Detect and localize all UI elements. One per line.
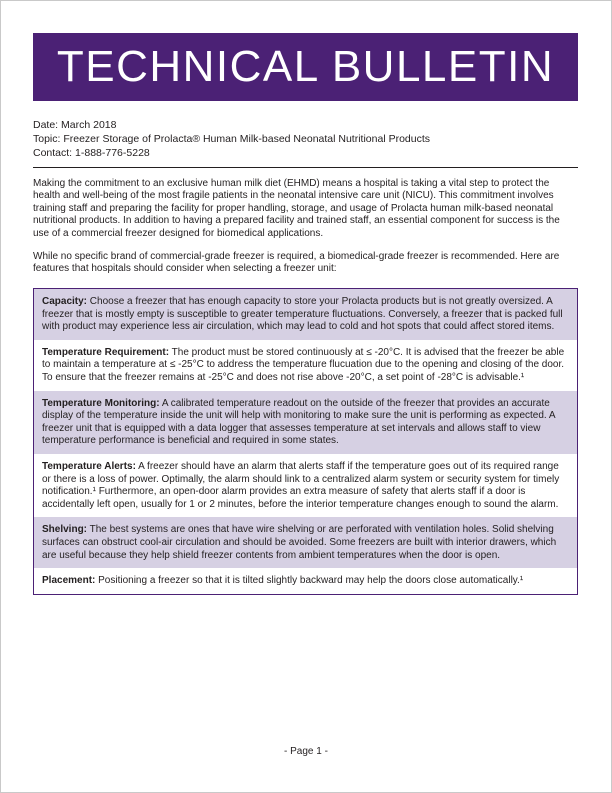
meta-contact: Contact: 1-888-776-5228 (33, 147, 150, 159)
feature-shelving (34, 517, 577, 568)
bulletin-meta (33, 118, 578, 160)
divider-line (33, 167, 578, 168)
page-number: - Page 1 - (284, 746, 328, 757)
feature-title: Temperature Monitoring: (42, 397, 160, 409)
feature-title: Placement: (42, 575, 96, 587)
feature-placement (34, 568, 577, 594)
feature-temperature-monitoring (34, 391, 577, 454)
feature-text: The product must be stored continuously at ≤ -20°C. It is advised that the freezer be able to maintain a temperature at ≤ -25°C to address the temperature flucuation due to the opening and closing of the door. To ensure that the freezer remains at -25°C and does not rise above -20°C, a set point of -28°C is advisable.¹ (42, 346, 565, 383)
intro-paragraph-1: Making the commitment to an exclusive human milk diet (EHMD) means a hospital is taking a vital step to protect the health and well-being of the most fragile patients in the neonatal intensive care unit (NICU). This commitment involves training staff and preparing the facility for proper handling, storage, and usage of Prolacta human milk-based neonatal nutritional products. In addition to having a prepared facility and trained staff, an essential component for success is the use of a commercial freezer designed for biomedical applications. (33, 178, 560, 239)
feature-list (33, 288, 578, 595)
feature-title: Temperature Alerts: (42, 460, 136, 472)
banner-title: TECHNICAL BULLETIN (56, 42, 555, 91)
feature-title: Shelving: (42, 524, 88, 536)
meta-topic: Topic: Freezer Storage of Prolacta® Human Milk-based Neonatal Nutritional Products (33, 133, 431, 145)
feature-title: Temperature Requirement: (42, 346, 170, 358)
feature-text: The best systems are ones that have wire shelving or are perforated with ventilation holes. Solid shelving surfaces can obstruct cool-air circulation and should be avoided. Some freezers are built with interior drawers, which are useful because they help shield freezer contents from ambient temperatures when the door is open. (42, 524, 557, 561)
feature-text: A freezer should have an alarm that alerts staff if the temperature goes out of its required range or there is a loss of power. Optimally, the alarm should link to a centralized alarm system or security system for timely notification.¹ Furthermore, an open-door alarm provides an extra measure of safety that alerts staff if a door is accidentally left open, usually for 1 or 2 minutes, before the interior temperature changes enough to sound the alarm. (42, 460, 560, 510)
feature-temperature-requirement (34, 340, 577, 391)
intro-section (33, 178, 578, 287)
feature-temperature-alerts (34, 454, 577, 517)
title-banner (33, 33, 578, 101)
feature-title: Capacity: (42, 296, 88, 307)
meta-date: Date: March 2018 (33, 119, 117, 131)
intro-paragraph-2: While no specific brand of commercial-grade freezer is required, a biomedical-grade freezer is recommended. Here are features that hospitals should consider when selecting a freezer unit: (33, 251, 560, 275)
feature-text: Positioning a freezer so that it is tilted slightly backward may help the doors close automatically.¹ (95, 575, 524, 587)
feature-capacity (34, 289, 577, 340)
feature-text: Choose a freezer that has enough capacity to store your Prolacta products but is not greatly oversized. A freezer that is mostly empty is susceptible to greater temperature fluctuations. Conversely, a freezer that is packed full with product may experience less air circulation, which may lead to cold and hot spots that could affect stored items. (42, 296, 563, 333)
feature-text: A calibrated temperature readout on the outside of the freezer that provides an accurate display of the temperature inside the unit will help with monitoring to make sure the unit is performing as expected. A freezer unit that is equipped with a data logger that assesses temperature at set intervals and allows staff to view temperature performance is beneficial and required in some states. (42, 397, 556, 447)
